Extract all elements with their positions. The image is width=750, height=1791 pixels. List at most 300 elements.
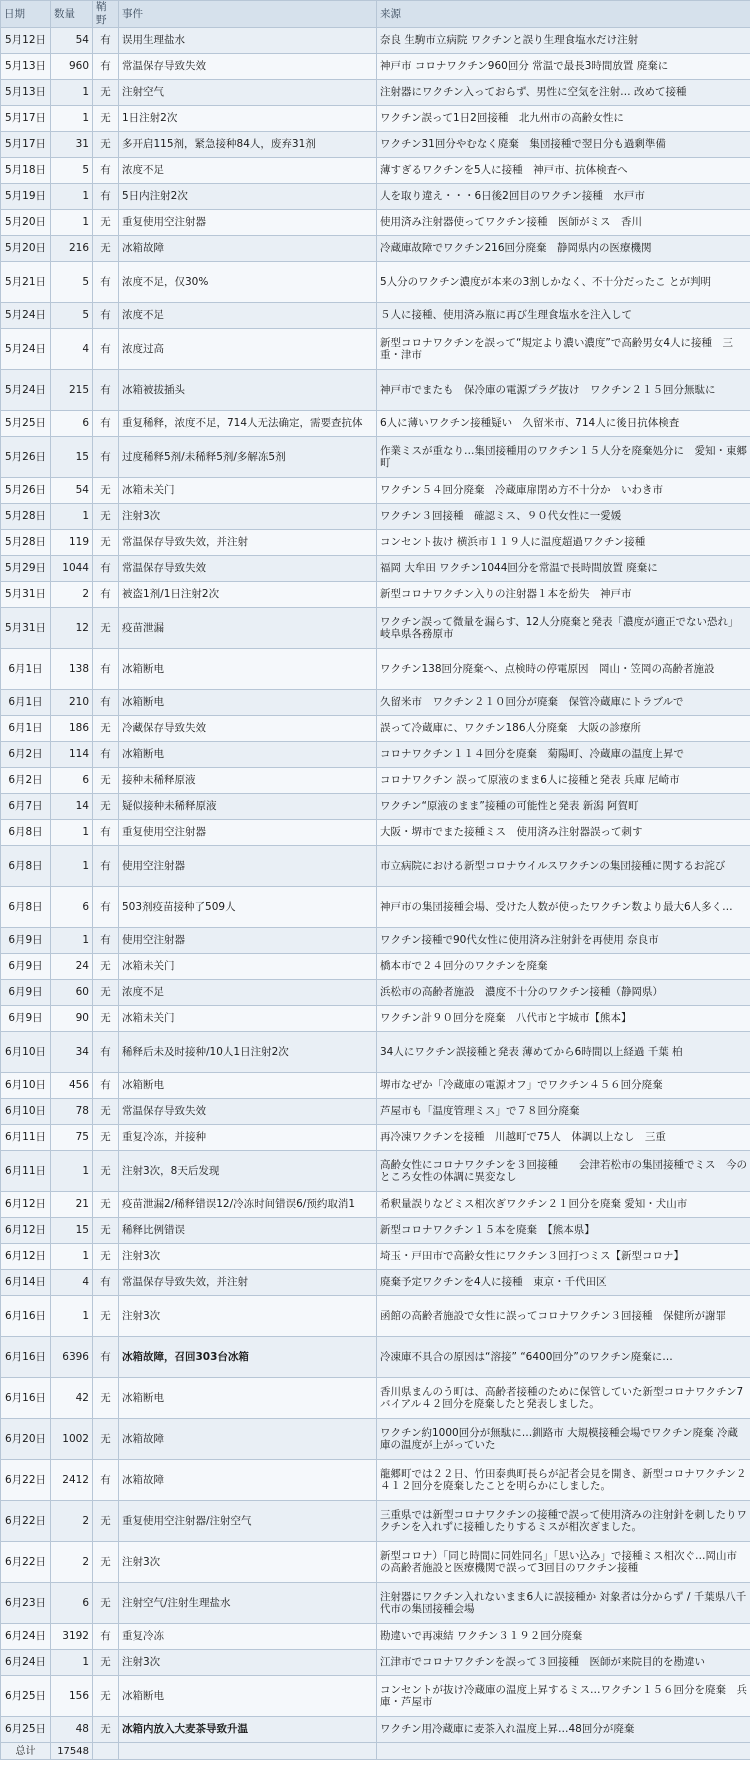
header-source: 来源 [377,1,750,28]
row-source: ワクチン誤って1日2回接種 北九州市の高齢女性に [377,106,750,132]
row-count: 138 [51,649,93,690]
row-event: 使用空注射器 [119,928,377,954]
row-event: 冰箱断电 [119,1676,377,1717]
row-source: 神戸市でまたも 保冷庫の電源プラグ抜け ワクチン２１５回分無駄に [377,370,750,411]
row-source: 5人分のワクチン濃度が本来の3割しかなく、不十分だったこ とが判明 [377,262,750,303]
row-attack: 无 [93,1650,119,1676]
row-count: 960 [51,54,93,80]
row-source: 大阪・堺市でまた接種ミス 使用済み注射器誤って刺す [377,820,750,846]
row-event: 误用生理盐水 [119,28,377,54]
row-attack: 有 [93,928,119,954]
table-row [1,1676,750,1717]
table-row [1,262,750,303]
row-date: 6月10日 [1,1032,51,1073]
row-event: 重复使用空注射器 [119,210,377,236]
table-row [1,54,750,80]
row-date: 5月17日 [1,132,51,158]
row-source: 廃棄予定ワクチンを4人に接種 東京・千代田区 [377,1270,750,1296]
table-row [1,928,750,954]
table-row [1,530,750,556]
row-date: 5月25日 [1,411,51,437]
row-source: 奈良 生駒市立病院 ワクチンと誤り生理食塩水だけ注射 [377,28,750,54]
row-count: 186 [51,716,93,742]
row-attack: 有 [93,303,119,329]
row-event: 浓度不足 [119,158,377,184]
total-value: 17548 [51,1743,93,1760]
row-date: 5月20日 [1,210,51,236]
row-attack: 无 [93,1419,119,1460]
row-event: 常温保存导致失效，并注射 [119,530,377,556]
row-count: 14 [51,794,93,820]
row-count: 114 [51,742,93,768]
row-source: 神戸市の集団接種会場、受けた人数が使ったワクチン数より最大6人多く… [377,887,750,928]
row-attack: 有 [93,329,119,370]
row-count: 4 [51,1270,93,1296]
table-row [1,1244,750,1270]
row-event: 浓度不足，仅30% [119,262,377,303]
row-event: 疑似接种未稀释原液 [119,794,377,820]
row-count: 1 [51,184,93,210]
row-date: 6月22日 [1,1542,51,1583]
row-attack: 无 [93,1501,119,1542]
row-attack: 有 [93,1460,119,1501]
row-source: ワクチン“原液のまま”接種の可能性と発表 新潟 阿賀町 [377,794,750,820]
row-date: 6月10日 [1,1099,51,1125]
row-attack: 有 [93,820,119,846]
row-source: 新型コロナワクチン入りの注射器１本を紛失 神戸市 [377,582,750,608]
row-count: 78 [51,1099,93,1125]
row-date: 6月24日 [1,1650,51,1676]
row-date: 5月31日 [1,582,51,608]
row-date: 5月26日 [1,478,51,504]
header-attack: 鞘野 [93,1,119,28]
row-event: 重复稀释，浓度不足，714人无法确定，需要查抗体 [119,411,377,437]
row-source: 勘違いで再凍結 ワクチン３１９２回分廃棄 [377,1624,750,1650]
row-source: 江津市でコロナワクチンを誤って３回接種 医師が来院目的を勘違い [377,1650,750,1676]
row-count: 31 [51,132,93,158]
table-row [1,1032,750,1073]
table-row [1,690,750,716]
row-attack: 无 [93,1583,119,1624]
row-source: コロナワクチン１１４回分を廃棄 菊陽町、冷蔵庫の温度上昇で [377,742,750,768]
table-row [1,608,750,649]
row-count: 90 [51,1006,93,1032]
row-attack: 无 [93,530,119,556]
row-event: 冰箱断电 [119,1073,377,1099]
row-date: 6月14日 [1,1270,51,1296]
row-source: ワクチン用冷蔵庫に麦茶入れ温度上昇…48回分が廃棄 [377,1717,750,1743]
row-source: ワクチン約1000回分が無駄に…釧路市 大規模接種会場でワクチン廃棄 冷蔵庫の温度が上がっていた [377,1419,750,1460]
row-count: 156 [51,1676,93,1717]
row-source: ワクチン計９０回分を廃棄 八代市と宇城市【熊本】 [377,1006,750,1032]
table-row [1,329,750,370]
row-event: 冰箱未关门 [119,478,377,504]
row-date: 6月9日 [1,1006,51,1032]
row-date: 6月25日 [1,1676,51,1717]
row-source: 注射器にワクチン入っておらず、男性に空気を注射… 改めて接種 [377,80,750,106]
row-count: 1 [51,820,93,846]
row-event: 冰箱被拔插头 [119,370,377,411]
row-count: 215 [51,370,93,411]
row-source: 誤って冷蔵庫に、ワクチン186人分廃棄 大阪の診療所 [377,716,750,742]
row-source: 人を取り違え・・・6日後2回目のワクチン接種 水戸市 [377,184,750,210]
row-count: 119 [51,530,93,556]
row-count: 4 [51,329,93,370]
row-count: 1 [51,846,93,887]
row-date: 6月25日 [1,1717,51,1743]
row-source: 浜松市の高齢者施設 濃度不十分のワクチン接種（静岡県） [377,980,750,1006]
row-date: 6月1日 [1,690,51,716]
table-row [1,980,750,1006]
row-count: 2 [51,1501,93,1542]
table-row [1,370,750,411]
row-count: 1002 [51,1419,93,1460]
table-row [1,411,750,437]
table-row [1,106,750,132]
row-source: ワクチン138回分廃棄へ、点検時の停電原因 岡山・笠岡の高齢者施設 [377,649,750,690]
row-count: 6 [51,1583,93,1624]
row-source: 香川県まんのう町は、高齢者接種のために保管していた新型コロナワクチン7バイアル４２回分を廃棄したと発表しました。 [377,1378,750,1419]
row-source: 埼玉・戸田市で高齢女性にワクチン３回打つミス【新型コロナ】 [377,1244,750,1270]
table-row [1,236,750,262]
row-source: 函館の高齢者施設で女性に誤ってコロナワクチン３回接種 保健所が謝罪 [377,1296,750,1337]
table-row [1,1192,750,1218]
row-count: 6396 [51,1337,93,1378]
table-row [1,954,750,980]
row-event: 冷藏保存导致失效 [119,716,377,742]
table-row [1,1378,750,1419]
table-row [1,742,750,768]
row-date: 6月1日 [1,716,51,742]
row-count: 2 [51,582,93,608]
row-event: 浓度不足 [119,303,377,329]
row-attack: 无 [93,478,119,504]
row-event: 注射3次 [119,504,377,530]
row-source: 作業ミスが重なり…集団接種用のワクチン１５人分を廃棄処分に 愛知・東郷町 [377,437,750,478]
row-count: 1 [51,210,93,236]
row-source: 橋本市で２４回分のワクチンを廃棄 [377,954,750,980]
table-row [1,1270,750,1296]
row-attack: 有 [93,1270,119,1296]
row-date: 6月22日 [1,1460,51,1501]
row-count: 3192 [51,1624,93,1650]
total-empty [119,1743,377,1760]
table-row [1,80,750,106]
row-event: 疫苗泄漏2/稀释错误12/冷冻时间错误6/预约取消1 [119,1192,377,1218]
row-event: 注射空气/注射生理盐水 [119,1583,377,1624]
row-count: 54 [51,478,93,504]
row-date: 6月1日 [1,649,51,690]
row-event: 冰箱断电 [119,649,377,690]
row-event: 使用空注射器 [119,846,377,887]
row-date: 6月16日 [1,1296,51,1337]
row-event: 注射3次 [119,1296,377,1337]
row-event: 冰箱未关门 [119,954,377,980]
table-row [1,158,750,184]
header-row [1,1,750,28]
row-source: 神戸市 コロナワクチン960回分 常温で最長3時間放置 廃棄に [377,54,750,80]
row-attack: 无 [93,1378,119,1419]
table-row [1,556,750,582]
row-attack: 无 [93,210,119,236]
row-attack: 无 [93,794,119,820]
row-attack: 无 [93,954,119,980]
table-row [1,1073,750,1099]
row-source: ５人に接種、使用済み瓶に再び生理食塩水を注入して [377,303,750,329]
row-attack: 无 [93,1244,119,1270]
row-date: 5月21日 [1,262,51,303]
row-count: 12 [51,608,93,649]
table-row [1,1717,750,1743]
table-row [1,1583,750,1624]
row-event: 疫苗泄漏 [119,608,377,649]
row-event: 注射3次，8天后发现 [119,1151,377,1192]
row-date: 6月8日 [1,820,51,846]
row-attack: 有 [93,846,119,887]
row-count: 6 [51,411,93,437]
row-source: 再冷凍ワクチンを接種 川越町で75人 体調以上なし 三重 [377,1125,750,1151]
row-attack: 无 [93,1192,119,1218]
row-date: 5月28日 [1,504,51,530]
table-row [1,1296,750,1337]
row-count: 216 [51,236,93,262]
row-count: 5 [51,262,93,303]
row-count: 1 [51,1151,93,1192]
table-row [1,649,750,690]
total-row [1,1743,750,1760]
row-event: 冰箱断电 [119,742,377,768]
row-count: 1 [51,504,93,530]
row-date: 6月23日 [1,1583,51,1624]
row-event: 被盗1剂/1日注射2次 [119,582,377,608]
row-attack: 无 [93,768,119,794]
row-source: 薄すぎるワクチンを5人に接種 神戸市、抗体検査へ [377,158,750,184]
row-source: コロナワクチン 誤って原液のまま6人に接種と発表 兵庫 尼崎市 [377,768,750,794]
row-attack: 无 [93,1676,119,1717]
table-row [1,887,750,928]
row-date: 5月24日 [1,303,51,329]
row-date: 6月9日 [1,954,51,980]
row-attack: 无 [93,106,119,132]
table-row [1,768,750,794]
row-source: ワクチン31回分やむなく廃棄 集団接種で翌日分も過剰準備 [377,132,750,158]
row-attack: 有 [93,1032,119,1073]
table-row [1,1125,750,1151]
row-attack: 有 [93,437,119,478]
row-attack: 无 [93,1125,119,1151]
row-event: 1日注射2次 [119,106,377,132]
row-event: 浓度不足 [119,980,377,1006]
row-attack: 无 [93,716,119,742]
row-attack: 有 [93,556,119,582]
row-date: 5月19日 [1,184,51,210]
row-source: 34人にワクチン誤接種と発表 薄めてから6時間以上経過 千葉 柏 [377,1032,750,1073]
row-event: 冰箱断电 [119,1378,377,1419]
row-attack: 无 [93,1151,119,1192]
row-event: 过度稀释5剂/未稀释5剂/多解冻5剂 [119,437,377,478]
row-attack: 有 [93,262,119,303]
row-attack: 无 [93,980,119,1006]
row-date: 5月18日 [1,158,51,184]
table-row [1,478,750,504]
row-date: 6月11日 [1,1125,51,1151]
row-attack: 有 [93,184,119,210]
row-date: 6月2日 [1,768,51,794]
row-event: 注射3次 [119,1542,377,1583]
row-attack: 无 [93,1296,119,1337]
table-row [1,716,750,742]
row-date: 5月12日 [1,28,51,54]
row-source: 高齢女性にコロナワクチンを３回接種 会津若松市の集団接種でミス 今のところ女性の体調に異変なし [377,1151,750,1192]
total-empty [377,1743,750,1760]
row-date: 6月9日 [1,980,51,1006]
row-count: 6 [51,768,93,794]
table-row [1,1460,750,1501]
row-attack: 无 [93,1542,119,1583]
table-row [1,1337,750,1378]
table-row [1,504,750,530]
row-source: 冷凍庫不具合の原因は“溶接” “6400回分”のワクチン廃棄に… [377,1337,750,1378]
row-source: 堺市なぜか「冷蔵庫の電源オフ」でワクチン４５６回分廃棄 [377,1073,750,1099]
row-count: 60 [51,980,93,1006]
row-event: 重复冷冻，并接种 [119,1125,377,1151]
row-date: 6月16日 [1,1337,51,1378]
row-source: 福岡 大牟田 ワクチン1044回分を常温で長時間放置 廃棄に [377,556,750,582]
row-count: 6 [51,887,93,928]
row-event: 常温保存导致失效 [119,54,377,80]
row-date: 6月12日 [1,1218,51,1244]
row-source: 新型コロナワクチン１５本を廃棄 【熊本県】 [377,1218,750,1244]
row-date: 6月24日 [1,1624,51,1650]
table-row [1,582,750,608]
row-date: 5月29日 [1,556,51,582]
row-attack: 有 [93,690,119,716]
row-source: 芦屋市も「温度管理ミス」で７８回分廃棄 [377,1099,750,1125]
row-count: 24 [51,954,93,980]
row-count: 1044 [51,556,93,582]
row-date: 6月12日 [1,1244,51,1270]
row-count: 2 [51,1542,93,1583]
row-source: コンセント抜け 横浜市１１９人に温度超過ワクチン接種 [377,530,750,556]
row-date: 6月9日 [1,928,51,954]
row-count: 1 [51,80,93,106]
row-date: 6月22日 [1,1501,51,1542]
row-attack: 有 [93,411,119,437]
row-count: 42 [51,1378,93,1419]
row-event: 冰箱断电 [119,690,377,716]
table-row [1,184,750,210]
row-event: 常温保存导致失效 [119,556,377,582]
row-attack: 有 [93,1624,119,1650]
table-row [1,1006,750,1032]
table-row [1,820,750,846]
row-date: 5月24日 [1,370,51,411]
row-date: 5月26日 [1,437,51,478]
row-event: 冰箱故障 [119,1419,377,1460]
table-row [1,1624,750,1650]
table-row [1,132,750,158]
row-date: 5月13日 [1,54,51,80]
table-row [1,1542,750,1583]
row-source: 冷蔵庫故障でワクチン216回分廃棄 静岡県内の医療機関 [377,236,750,262]
row-attack: 有 [93,742,119,768]
table-row [1,794,750,820]
row-attack: 无 [93,1006,119,1032]
row-source: 三重県では新型コロナワクチンの接種で誤って使用済みの注射針を刺したりワクチンを入れずに接種したりするミスが相次ぎました。 [377,1501,750,1542]
row-count: 1 [51,1650,93,1676]
row-count: 15 [51,437,93,478]
row-source: 新型コロナ）「同じ時間に同姓同名」「思い込み」で接種ミス相次ぐ…岡山市の高齢者施設と医療機関で誤って3回目のワクチン接種 [377,1542,750,1583]
row-count: 15 [51,1218,93,1244]
row-event: 重复使用空注射器 [119,820,377,846]
row-attack: 有 [93,1337,119,1378]
row-event: 冰箱未关门 [119,1006,377,1032]
row-event: 注射3次 [119,1244,377,1270]
row-event: 冰箱故障 [119,236,377,262]
row-count: 1 [51,1244,93,1270]
table-row [1,303,750,329]
row-date: 6月16日 [1,1378,51,1419]
row-source: 龍郷町では２２日、竹田泰典町長らが記者会見を開き、新型コロナワクチン２４１２回分を廃棄したことを明らかにしました。 [377,1460,750,1501]
row-count: 21 [51,1192,93,1218]
row-count: 34 [51,1032,93,1073]
row-count: 456 [51,1073,93,1099]
row-event: 重复使用空注射器/注射空气 [119,1501,377,1542]
row-source: 久留米市 ワクチン２１０回分が廃棄 保管冷蔵庫にトラブルで [377,690,750,716]
row-count: 5 [51,158,93,184]
table-row [1,846,750,887]
row-count: 1 [51,928,93,954]
row-event: 稀释比例错误 [119,1218,377,1244]
total-empty [93,1743,119,1760]
row-event: 多开启115剂，紧急接种84人，废弃31剂 [119,132,377,158]
table-row [1,1650,750,1676]
row-date: 5月13日 [1,80,51,106]
row-count: 5 [51,303,93,329]
row-event: 5日内注射2次 [119,184,377,210]
row-date: 6月10日 [1,1073,51,1099]
row-event: 冰箱内放入大麦茶导致升温 [119,1717,377,1743]
row-event: 稀释后未及时接种/10人1日注射2次 [119,1032,377,1073]
row-date: 6月8日 [1,846,51,887]
row-event: 常温保存导致失效，并注射 [119,1270,377,1296]
row-attack: 有 [93,649,119,690]
row-event: 注射3次 [119,1650,377,1676]
table-row [1,1419,750,1460]
table-row [1,437,750,478]
table-row [1,1099,750,1125]
row-count: 2412 [51,1460,93,1501]
row-date: 5月31日 [1,608,51,649]
row-event: 503剂疫苗接种了509人 [119,887,377,928]
row-attack: 有 [93,1073,119,1099]
row-source: ワクチン誤って微量を漏らす、12人分廃棄と発表「濃度が適正でない恐れ」 岐阜県各務原市 [377,608,750,649]
row-source: ワクチン接種で90代女性に使用済み注射針を再使用 奈良市 [377,928,750,954]
row-attack: 有 [93,158,119,184]
row-attack: 有 [93,54,119,80]
row-date: 5月24日 [1,329,51,370]
row-attack: 无 [93,80,119,106]
row-event: 冰箱故障，召回303台冰箱 [119,1337,377,1378]
row-date: 5月28日 [1,530,51,556]
row-event: 重复冷冻 [119,1624,377,1650]
row-date: 6月12日 [1,1192,51,1218]
row-attack: 有 [93,28,119,54]
row-source: 新型コロナワクチンを誤って“規定より濃い濃度”で高齢男女4人に接種 三重・津市 [377,329,750,370]
row-attack: 无 [93,132,119,158]
row-source: コンセントが抜け冷蔵庫の温度上昇するミス…ワクチン１５６回分を廃棄 兵庫・芦屋市 [377,1676,750,1717]
row-count: 54 [51,28,93,54]
